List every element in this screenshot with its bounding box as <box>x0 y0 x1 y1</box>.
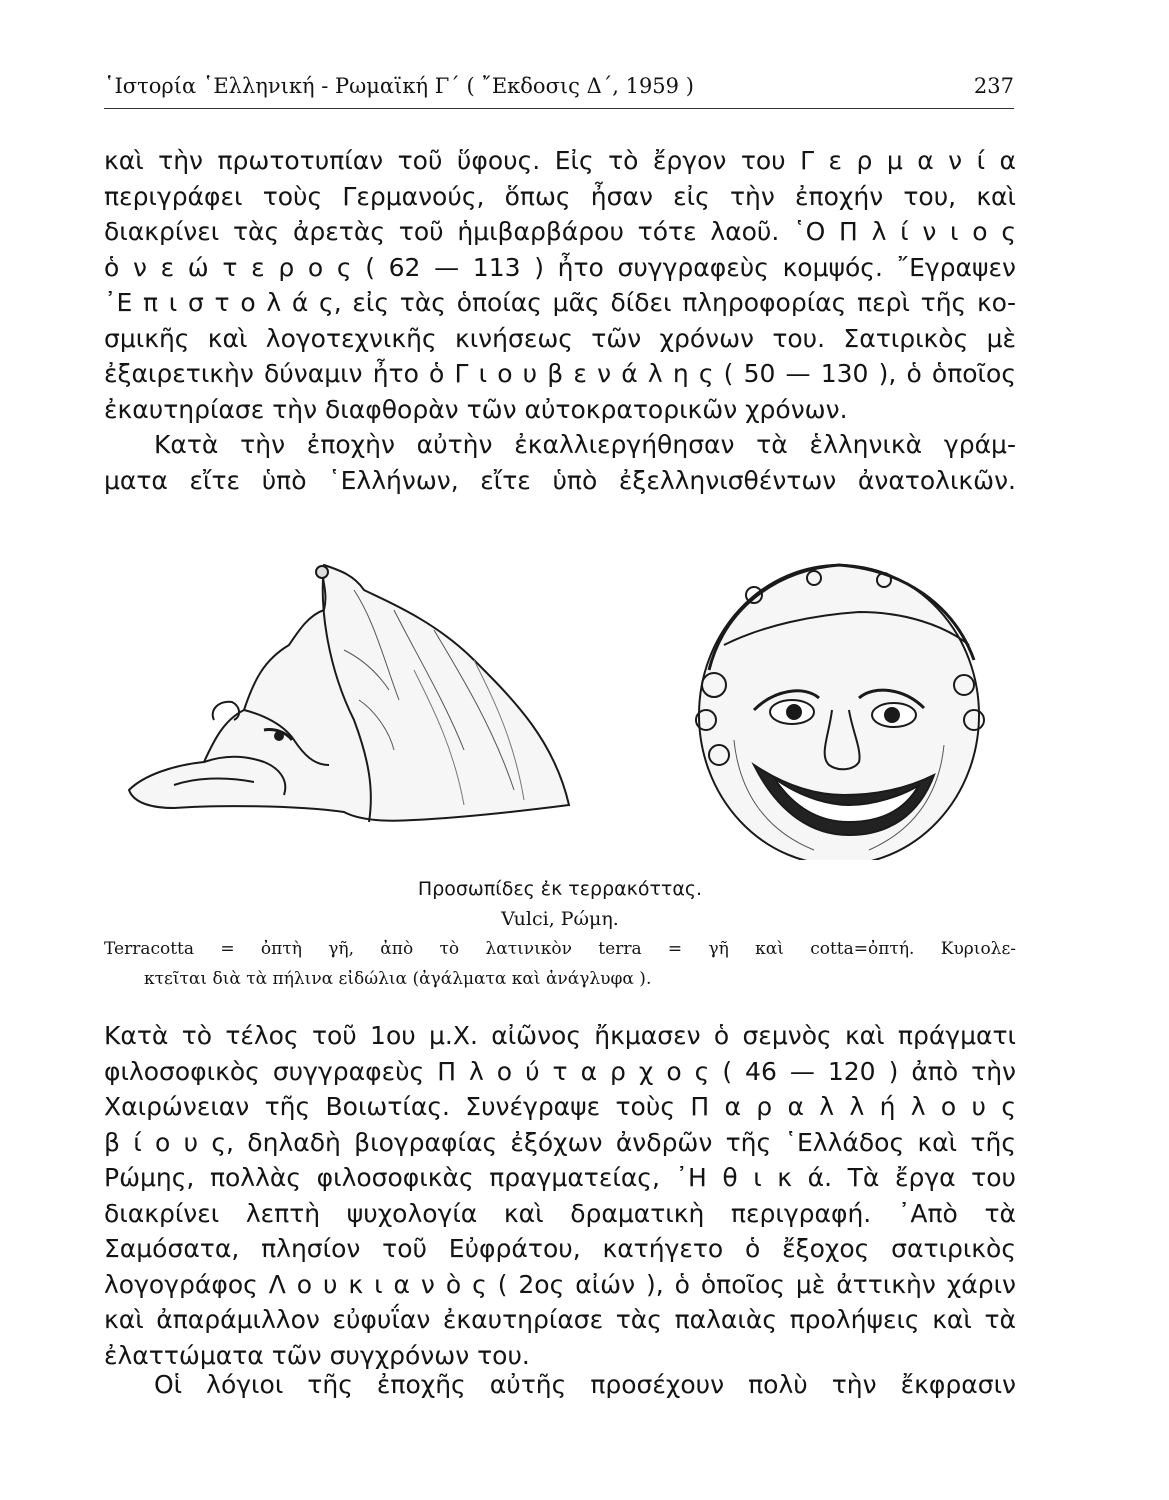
figure-caption <box>104 874 1016 934</box>
terracotta-masks-illustration <box>114 550 1014 860</box>
top-paragraph <box>104 143 1016 427</box>
text-line: Κατὰ τὸ τέλος τοῦ 1ου μ.Χ. αἰῶνος ἤκμασεν ὁ σεμνὸς καὶ πράγματι <box>104 1021 1016 1050</box>
running-header <box>104 68 1014 109</box>
caption-line-2: Vulci, Ρώμη. <box>501 908 619 930</box>
last-paragraph <box>104 1367 1016 1403</box>
page-number: 237 <box>973 74 1014 98</box>
bottom-paragraph <box>104 1018 1016 1373</box>
text-line: καὶ τὴν πρωτοτυπίαν τοῦ ὕφους. Εἰς τὸ ἔργον του Γ ε ρ μ α ν ί α <box>104 146 1016 175</box>
terracotta-mask-front-image <box>696 565 984 860</box>
caption-line-1: Προσωπίδες ἐκ τερρακόττας. <box>417 878 703 900</box>
paragraph-2 <box>104 427 1016 498</box>
text-line: διακρίνει τὰς ἀρετὰς τοῦ ἡμιβαρβάρου τότε λαοῦ. ῾Ο Π λ ί ν ι ο ς <box>104 217 1016 246</box>
note-line: κτεῖται διὰ τὰ πήλινα εἰδώλια (ἀγάλματα καὶ ἀνάγλυφα ). <box>144 969 652 989</box>
text-line: ὁ ν ε ώ τ ε ρ ο ς ( 62 — 113 ) ἦτο συγγραφεὺς κομψός. ῎Εγραψεν <box>104 252 1016 282</box>
text-line: ἐξαιρετικὴν δύναμιν ἦτο ὁ Γ ι ο υ β ε ν ά λ η ς ( 50 — 130 ), ὁ ὁποῖος <box>104 359 1016 388</box>
text-line: Κατὰ τὴν ἐποχὴν αὐτὴν ἐκαλλιεργήθησαν τὰ ἑλληνικὰ γράμ- <box>154 430 1016 459</box>
figure-note <box>104 934 1016 994</box>
figure-masks <box>114 550 1014 860</box>
text-line: διακρίνει λεπτὴ ψυχολογία καὶ δραματικὴ περιγραφή. ᾿Απὸ τὰ <box>104 1198 1016 1228</box>
text-line: ᾿Ε π ι σ τ ο λ ά ς, εἰς τὰς ὁποίας μᾶς δίδει πληροφορίας περὶ τῆς κο- <box>104 288 1016 317</box>
text-line: ματα εἴτε ὑπὸ ῾Ελλήνων, εἴτε ὑπὸ ἐξελληνισθέντων ἀνατολικῶν. <box>104 465 1016 495</box>
text-line: ἐκαυτηρίασε τὴν διαφθορὰν τῶν αὐτοκρατορικῶν χρόνων. <box>104 394 848 424</box>
text-line: φιλοσοφικὸς συγγραφεὺς Π λ ο ύ τ α ρ χ ο ς ( 46 — 120 ) ἀπὸ τὴν <box>104 1056 1016 1086</box>
text-line: λογογράφος Λ ο υ κ ι α ν ὸ ς ( 2ος αἰών ), ὁ ὁποῖος μὲ ἀττικὴν χάριν <box>104 1269 1016 1299</box>
terracotta-mask-profile-image <box>129 565 569 822</box>
text-line: β ί ο υ ς, δηλαδὴ βιογραφίας ἐξόχων ἀνδρῶν τῆς ῾Ελλάδος καὶ τῆς <box>104 1127 1016 1157</box>
text-line: Σαμόσατα, πλησίον τοῦ Εὐφράτου, κατήγετο ὁ ἔξοχος σατιρικὸς <box>104 1234 1016 1263</box>
text-line: Ρώμης, πολλὰς φιλοσοφικὰς πραγματείας, ᾿Η θ ι κ ά. Τὰ ἔργα του <box>104 1163 1016 1192</box>
text-line: Οἱ λόγιοι τῆς ἐποχῆς αὐτῆς προσέχουν πολὺ τὴν ἔκφρασιν <box>154 1370 1016 1399</box>
header-title: ῾Ιστορία ῾Ελληνική - Ρωμαϊκή Γ΄ ( ῎Εκδοσις Δ΄, 1959 ) <box>104 74 694 98</box>
text-line: καὶ ἀπαράμιλλον εὐφυΐαν ἐκαυτηρίασε τὰς παλαιὰς προλήψεις καὶ τὰ <box>104 1305 1016 1334</box>
text-line: περιγράφει τοὺς Γερμανούς, ὅπως ἦσαν εἰς τὴν ἐποχήν του, καὶ <box>104 181 1016 211</box>
text-line: Χαιρώνειαν τῆς Βοιωτίας. Συνέγραψε τοὺς Π α ρ α λ λ ή λ ο υ ς <box>104 1092 1016 1121</box>
note-line: Terracotta = ὀπτὴ γῆ, ἀπὸ τὸ λατινικὸν terra = γῆ καὶ cotta=ὀπτή. Κυριολε- <box>104 939 1016 959</box>
text-line: σμικῆς καὶ λογοτεχνικῆς κινήσεως τῶν χρόνων του. Σατιρικὸς μὲ <box>104 323 1016 353</box>
text-line: ἐλαττώματα τῶν συγχρόνων του. <box>104 1340 530 1370</box>
